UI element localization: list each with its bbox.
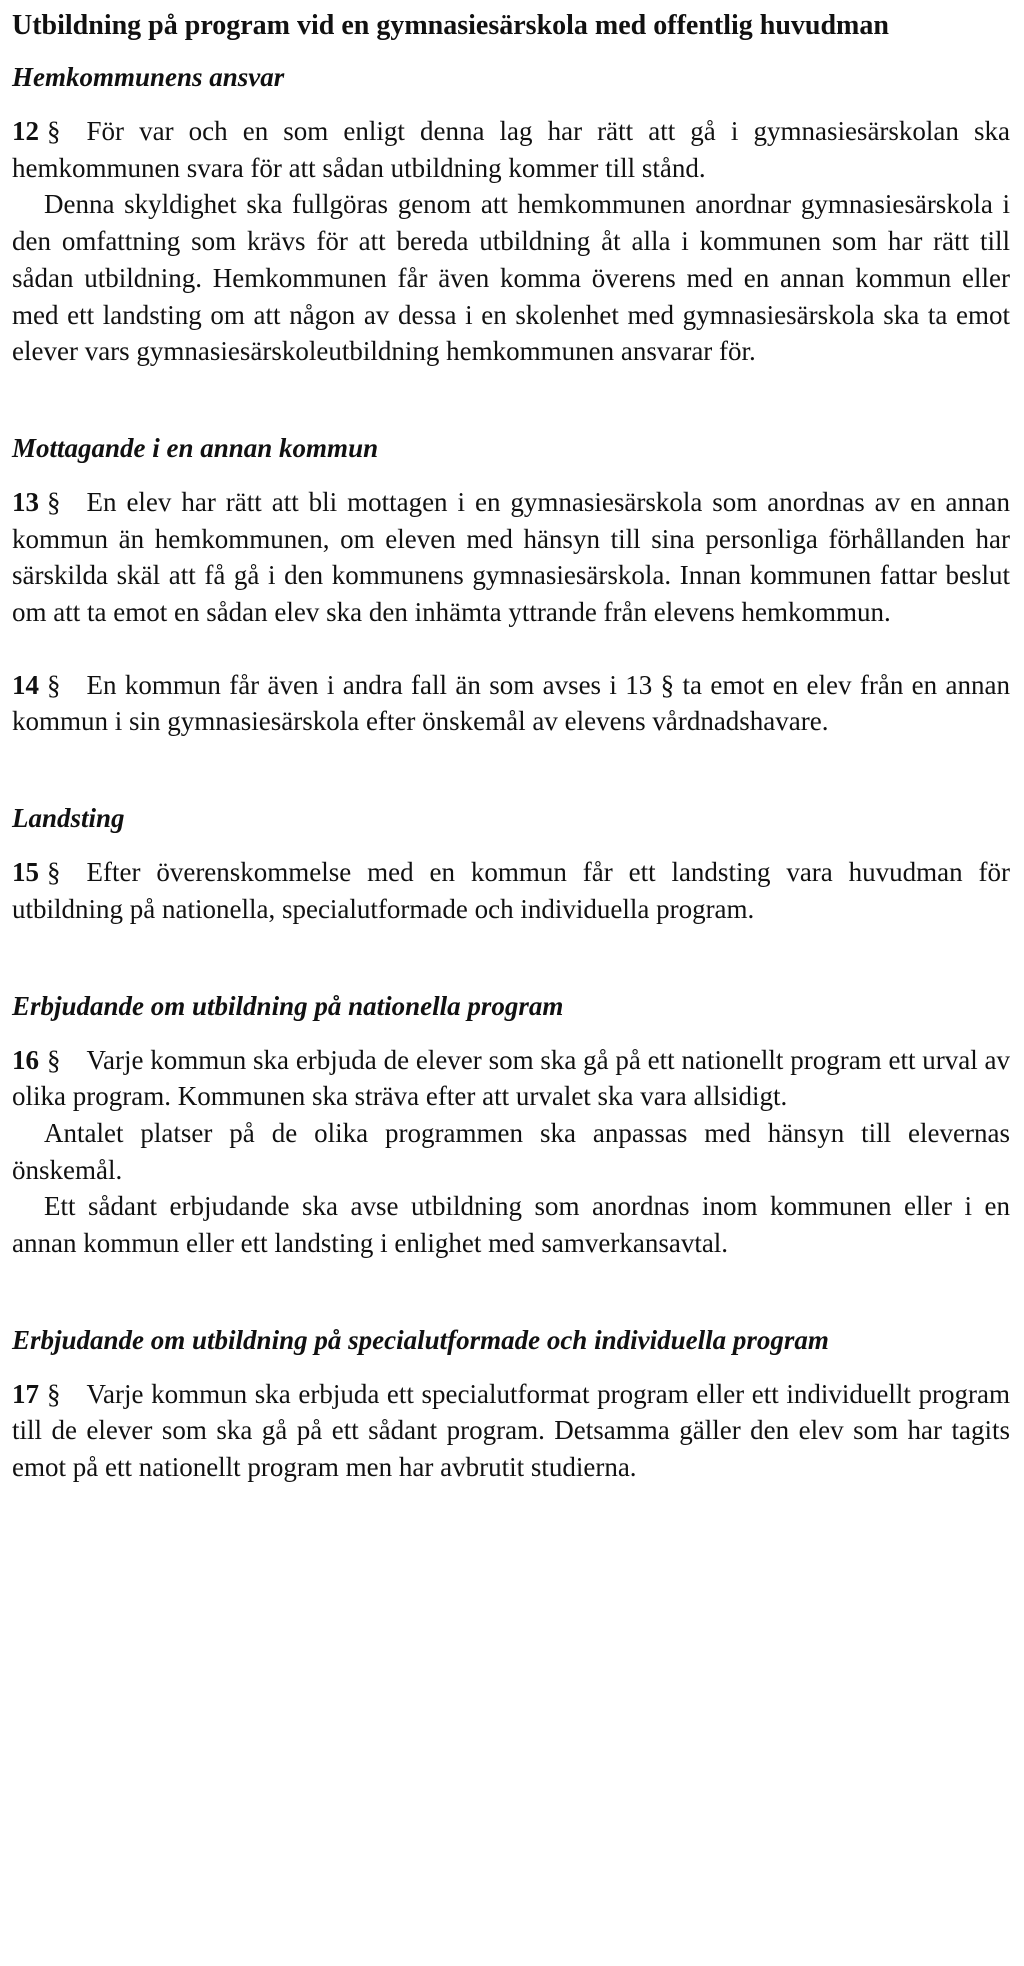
section-heading: Erbjudande om utbildning på specialutformade och individuella program — [12, 1324, 829, 1355]
paragraph-text: För var och en som enligt denna lag har rätt att gå i gymnasiesärskolan ska hemkommunen svara för att sådan utbildning kommer till stånd. — [12, 116, 1010, 183]
section-heading: Mottagande i en annan kommun — [12, 432, 379, 463]
section-symbol: § — [47, 1378, 61, 1409]
paragraph-text: En elev har rätt att bli mottagen i en gymnasiesärskola som anordnas av en annan kommun än hemkommunen, om eleven med hänsyn till sina personliga förhållanden har särskilda skäl att få gå i den kommunens gymnasiesärskola. Innan kommunen fattar beslut om att ta emot en sådan elev ska den inhämta yttrande från elevens hemkommun. — [12, 486, 1010, 628]
section-hemkommunens-ansvar — [12, 59, 1010, 370]
section-heading: Erbjudande om utbildning på nationella program — [12, 990, 564, 1021]
section-number: 14 — [12, 669, 39, 700]
paragraph-text: Varje kommun ska erbjuda ett specialutformat program eller ett individuellt program till de elever som ska gå på ett sådant program. Detsamma gäller den elev som har tagits emot på ett nationellt program men har avbrutit studierna. — [12, 1378, 1010, 1483]
section-number: 15 — [12, 857, 39, 888]
section-symbol: § — [47, 486, 61, 517]
section-symbol: § — [47, 1044, 61, 1075]
paragraph-16 — [12, 1042, 1010, 1115]
section-heading: Landsting — [12, 803, 125, 834]
section-number: 13 — [12, 486, 39, 517]
section-heading: Hemkommunens ansvar — [12, 62, 285, 92]
document-title: Utbildning på program vid en gymnasiesärskola med offentlig huvudman — [12, 10, 889, 41]
section-number: 16 — [12, 1044, 39, 1075]
section-landsting — [12, 800, 1010, 927]
paragraph-text: En kommun får även i andra fall än som avses i 13 § ta emot en elev från en annan kommun i sin gymnasiesärskola efter önskemål av elevens vårdnadshavare. — [12, 669, 1010, 737]
section-number: 17 — [12, 1378, 39, 1409]
section-symbol: § — [47, 669, 61, 700]
section-symbol: § — [47, 857, 61, 888]
paragraph-17 — [12, 1376, 1010, 1486]
paragraph-text: Varje kommun ska erbjuda de elever som ska gå på ett nationellt program ett urval av olika program. Kommunen ska sträva efter att urvalet ska vara allsidigt. — [12, 1044, 1010, 1112]
paragraph-12-2: Denna skyldighet ska fullgöras genom att hemkommunen anordnar gymnasiesärskola i den omfattning som krävs för att bereda utbildning åt alla i kommunen som har rätt till sådan utbildning. Hemkommunen får även komma överens med en annan kommun eller med ett landsting om att någon av dessa i en skolenhet med gymnasiesärskola ska ta emot elever vars gymnasiesärskoleutbildning hemkommunen ansvarar för. — [12, 189, 1010, 367]
section-nationella-program — [12, 988, 1010, 1262]
section-specialutformade-program — [12, 1322, 1010, 1486]
section-mottagande — [12, 430, 1010, 740]
paragraph-text: Efter överenskommelse med en kommun får ett landsting vara huvudman för utbildning på nationella, specialutformade och individuella program. — [12, 857, 1010, 924]
paragraph-12 — [12, 113, 1010, 186]
section-number: 12 — [12, 116, 39, 146]
paragraph-16-3: Ett sådant erbjudande ska avse utbildning som anordnas inom kommunen eller i en annan kommun eller ett landsting i enlighet med samverkansavtal. — [12, 1191, 1010, 1259]
section-symbol: § — [47, 116, 61, 146]
paragraph-13 — [12, 484, 1010, 631]
paragraph-16-2: Antalet platser på de olika programmen ska anpassas med hänsyn till elevernas önskemål. — [12, 1117, 1010, 1185]
paragraph-14 — [12, 667, 1010, 740]
paragraph-15 — [12, 854, 1010, 927]
